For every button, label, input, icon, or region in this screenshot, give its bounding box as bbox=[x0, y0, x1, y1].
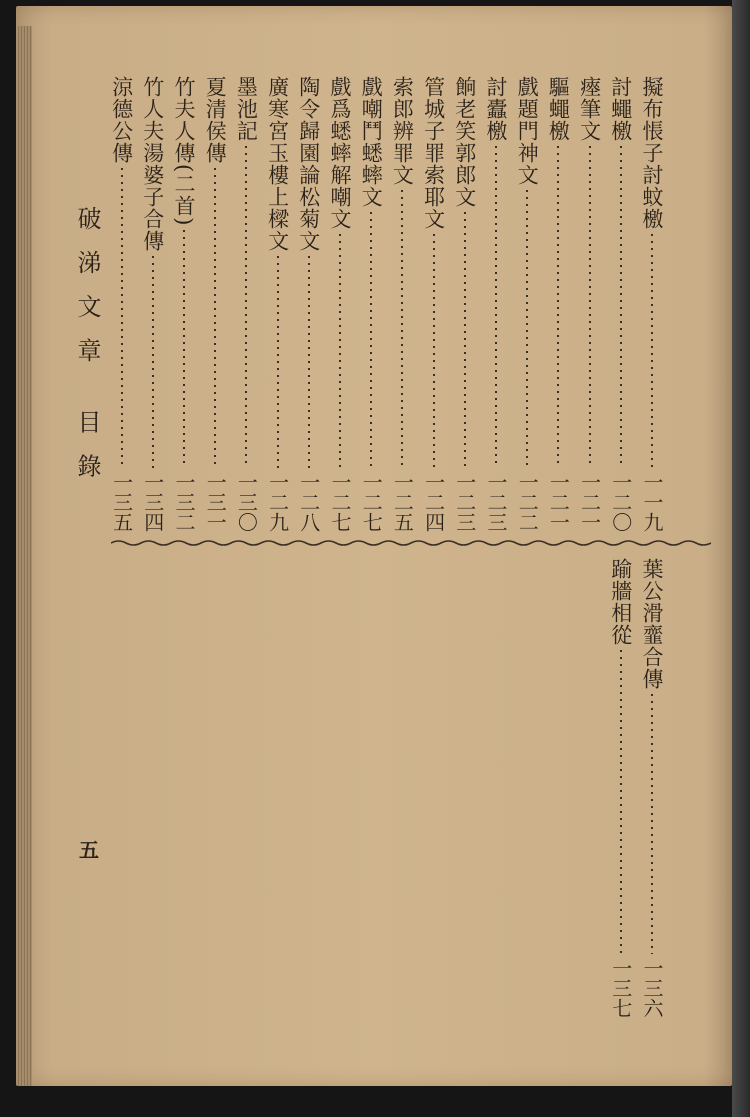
toc-entry-title: 涼德公傳 bbox=[109, 76, 134, 164]
leader-dots bbox=[495, 146, 497, 468]
toc-entry-page: 一二四 bbox=[421, 472, 446, 532]
toc-entry bbox=[170, 76, 198, 532]
toc-entry-page: 一二九 bbox=[265, 472, 290, 532]
toc-entry-page: 一三〇 bbox=[234, 472, 259, 532]
toc-entry-page: 一二二 bbox=[515, 472, 540, 532]
toc-entry bbox=[139, 76, 167, 532]
toc-entry-page: 一三七 bbox=[608, 958, 633, 1018]
toc-entry-page: 一二八 bbox=[296, 472, 321, 532]
binding-edge bbox=[732, 0, 750, 1117]
toc-entry-title: 討蠅檄 bbox=[608, 76, 633, 142]
toc-entry-page: 一三一 bbox=[203, 472, 228, 532]
toc-entry-title: 竹人夫湯婆子合傳 bbox=[140, 76, 165, 252]
leader-dots bbox=[308, 256, 310, 468]
leader-dots bbox=[651, 694, 653, 954]
toc-entry bbox=[638, 76, 666, 532]
toc-entry-page: 一二一 bbox=[577, 472, 602, 532]
leader-dots bbox=[589, 146, 591, 468]
toc-entry-page: 一二七 bbox=[328, 472, 352, 532]
toc-entry-title: 戲爲蟋蟀解嘲文 bbox=[328, 76, 352, 230]
toc-entry-title: 管城子罪索耶文 bbox=[421, 76, 446, 230]
toc-entry bbox=[420, 76, 448, 532]
toc-entry bbox=[638, 558, 666, 1018]
leader-dots bbox=[152, 256, 154, 468]
book-page bbox=[16, 6, 732, 1086]
toc-entry-page: 一二七 bbox=[359, 472, 384, 532]
leader-dots bbox=[277, 256, 279, 468]
toc-entry-title: 瘞筆文 bbox=[577, 76, 602, 142]
toc-entry-page: 一二〇 bbox=[608, 472, 633, 532]
toc-entry-title: 索郎辨罪文 bbox=[390, 76, 415, 186]
toc-entry-title: 夏清侯傳 bbox=[203, 76, 228, 164]
toc-entry bbox=[607, 558, 635, 1018]
leader-dots bbox=[620, 650, 622, 954]
page-edge bbox=[18, 26, 32, 1086]
toc-entry bbox=[326, 76, 354, 532]
leader-dots bbox=[464, 212, 466, 468]
toc-entry bbox=[357, 76, 385, 532]
leader-dots bbox=[620, 146, 622, 468]
toc-entry-title: 墨池記 bbox=[234, 76, 259, 142]
toc-entry-page: 一三四 bbox=[140, 472, 165, 532]
toc-entry bbox=[388, 76, 416, 532]
toc-entry-page: 一三五 bbox=[109, 472, 134, 532]
toc-entry bbox=[576, 76, 604, 532]
toc-entry-page: 一二一 bbox=[546, 472, 571, 532]
toc-entry-page: 一一九 bbox=[640, 472, 664, 532]
toc-entry-title: 戲題門神文 bbox=[515, 76, 540, 186]
toc-entry-title: 踰牆相從 bbox=[608, 558, 633, 646]
toc-entry-page: 一三二 bbox=[172, 472, 196, 532]
toc-entry-page: 一二三 bbox=[452, 472, 477, 532]
toc-entry bbox=[232, 76, 260, 532]
toc-entry-page: 一二五 bbox=[390, 472, 415, 532]
toc-entry-page: 一二三 bbox=[484, 472, 508, 532]
toc-entry-title: 討蠹檄 bbox=[484, 76, 508, 142]
leader-dots bbox=[339, 234, 341, 468]
toc-entry bbox=[264, 76, 292, 532]
toc-entry bbox=[451, 76, 479, 532]
toc-entry-title: 廣寒宮玉樓上樑文 bbox=[265, 76, 290, 252]
toc-entry bbox=[295, 76, 323, 532]
toc-entry-title: 驅蠅檄 bbox=[546, 76, 571, 142]
toc-entry-title: 戲嘲鬥蟋蟀文 bbox=[359, 76, 384, 208]
leader-dots bbox=[183, 230, 185, 468]
toc-entry bbox=[607, 76, 635, 532]
toc-entry bbox=[513, 76, 541, 532]
toc-entry-title: 葉公滑韲合傳 bbox=[640, 558, 664, 690]
leader-dots bbox=[557, 146, 559, 468]
leader-dots bbox=[526, 190, 528, 468]
leader-dots bbox=[401, 190, 403, 468]
leader-dots bbox=[121, 168, 123, 468]
leader-dots bbox=[214, 168, 216, 468]
toc-entry bbox=[201, 76, 229, 532]
book-title: 破涕文章 目錄 bbox=[73, 206, 101, 498]
leader-dots bbox=[433, 234, 435, 468]
toc-entry bbox=[108, 76, 136, 532]
toc-entry-title: 陶令歸園論松菊文 bbox=[296, 76, 321, 252]
section-divider bbox=[111, 538, 711, 548]
page-number: 五 bbox=[79, 838, 99, 862]
toc-entry bbox=[482, 76, 510, 532]
toc-entry bbox=[544, 76, 572, 532]
leader-dots bbox=[370, 212, 372, 468]
toc-entry-title: 竹夫人傳(二首) bbox=[172, 76, 196, 227]
toc-entry-title: 餉老笑郭郎文 bbox=[452, 76, 477, 208]
toc-entry-page: 一三六 bbox=[640, 958, 664, 1018]
toc-entry-title: 擬布悵子討蚊檄 bbox=[640, 76, 664, 230]
leader-dots bbox=[651, 234, 653, 468]
leader-dots bbox=[245, 146, 247, 468]
